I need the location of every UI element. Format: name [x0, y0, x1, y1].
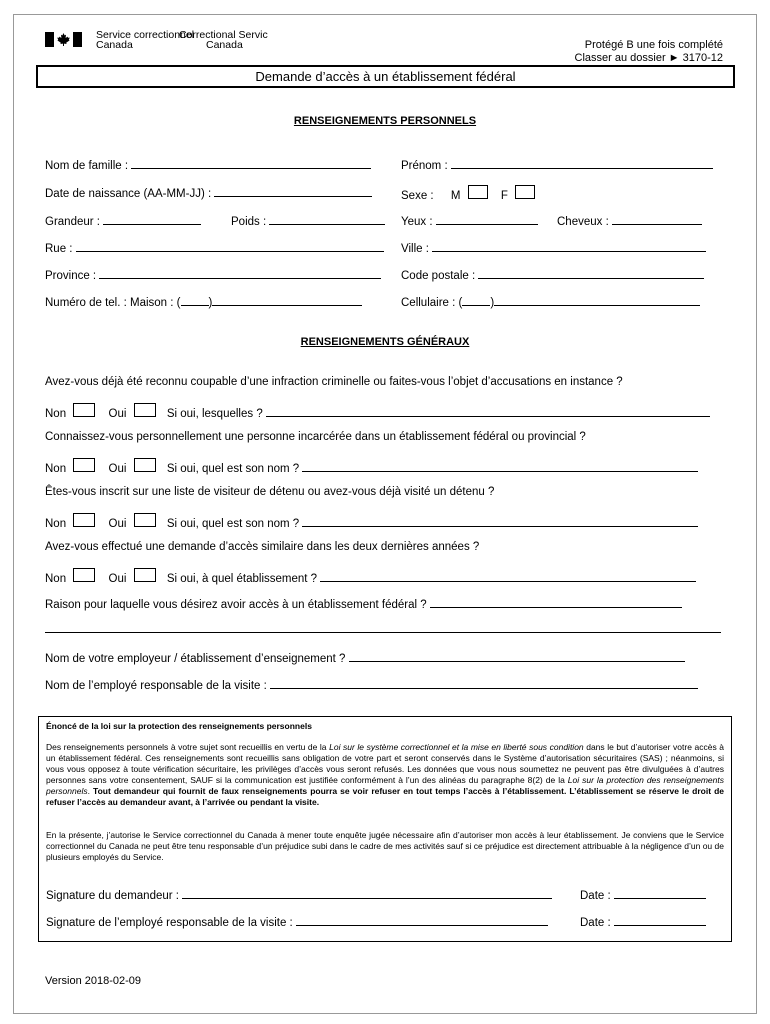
- eyes-field[interactable]: Yeux :: [401, 213, 538, 228]
- canada-flag-icon: [45, 32, 82, 47]
- sex-field: Sexe : M F: [401, 185, 535, 202]
- q3-no-checkbox[interactable]: [73, 513, 95, 527]
- home-phone-field[interactable]: Numéro de tel. : Maison : ( ): [45, 294, 362, 309]
- q3-yes-checkbox[interactable]: [134, 513, 156, 527]
- employee-date-field[interactable]: Date :: [580, 914, 706, 929]
- weight-field[interactable]: Poids :: [231, 213, 385, 228]
- question-4: Avez-vous effectué une demande d’accès similaire dans les deux dernières années ?: [45, 541, 480, 553]
- height-field[interactable]: Grandeur :: [45, 213, 201, 228]
- hair-field[interactable]: Cheveux :: [557, 213, 702, 228]
- q4-followup-input[interactable]: [320, 570, 696, 582]
- q1-yes-checkbox[interactable]: [134, 403, 156, 417]
- general-section-title: RENSEIGNEMENTS GÉNÉRAUX: [300, 336, 470, 348]
- surname-field[interactable]: Nom de famille :: [45, 157, 371, 172]
- dept-name-fr: Service correctionnel Canada: [96, 29, 195, 51]
- answer-row-2: Non Oui Si oui, quel est son nom ?: [45, 458, 698, 475]
- reason-second-line[interactable]: [45, 632, 721, 633]
- privacy-paragraph-2: En la présente, j’autorise le Service correctionnel du Canada à mener toute enquête jugée nécessaire afin d’autoriser mon accès à leur établissement. Je conviens que le Service correctionnel du Canada ne peut être tenu responsable d’un préjudice subi dans le cadre de mes activités sauf si ce préjudice est directement attribuable à la négligence d’un ou de plusieurs employés du Service.: [46, 830, 724, 862]
- first-name-field[interactable]: Prénom :: [401, 157, 713, 172]
- province-field[interactable]: Province :: [45, 267, 381, 282]
- reason-field[interactable]: Raison pour laquelle vous désirez avoir accès à un établissement fédéral ?: [45, 596, 682, 611]
- cell-phone-field[interactable]: Cellulaire : ( ): [401, 294, 700, 309]
- q1-followup-input[interactable]: [266, 405, 710, 417]
- privacy-title: Énoncé de la loi sur la protection des renseignements personnels: [46, 721, 312, 731]
- question-1: Avez-vous déjà été reconnu coupable d’une infraction criminelle ou faites-vous l’objet d’accusations en instance ?: [45, 376, 623, 388]
- q2-followup-input[interactable]: [302, 460, 698, 472]
- question-2: Connaissez-vous personnellement une personne incarcérée dans un établissement fédéral ou provincial ?: [45, 431, 586, 443]
- question-3: Êtes-vous inscrit sur une liste de visiteur de détenu ou avez-vous déjà visité un détenu ?: [45, 486, 495, 498]
- privacy-statement-box: [38, 716, 732, 942]
- version-label: Version 2018-02-09: [45, 975, 142, 987]
- answer-row-3: Non Oui Si oui, quel est son nom ?: [45, 513, 698, 530]
- answer-row-1: Non Oui Si oui, lesquelles ?: [45, 403, 710, 420]
- form-title: Demande d’accès à un établissement fédéral: [36, 65, 735, 88]
- street-field[interactable]: Rue :: [45, 240, 384, 255]
- q4-no-checkbox[interactable]: [73, 568, 95, 582]
- employer-field[interactable]: Nom de votre employeur / établissement d’enseignement ?: [45, 650, 685, 665]
- dob-field[interactable]: Date de naissance (AA-MM-JJ) :: [45, 185, 372, 200]
- sex-m-checkbox[interactable]: [468, 185, 488, 199]
- city-field[interactable]: Ville :: [401, 240, 706, 255]
- responsible-employee-field[interactable]: Nom de l’employé responsable de la visite :: [45, 677, 698, 692]
- q4-yes-checkbox[interactable]: [134, 568, 156, 582]
- postal-code-field[interactable]: Code postale :: [401, 267, 704, 282]
- q2-yes-checkbox[interactable]: [134, 458, 156, 472]
- applicant-date-field[interactable]: Date :: [580, 887, 706, 902]
- answer-row-4: Non Oui Si oui, à quel établissement ?: [45, 568, 696, 585]
- employee-signature-field[interactable]: Signature de l’employé responsable de la visite :: [46, 914, 548, 929]
- q2-no-checkbox[interactable]: [73, 458, 95, 472]
- personal-section-title: RENSEIGNEMENTS PERSONNELS: [293, 115, 477, 127]
- q3-followup-input[interactable]: [302, 515, 698, 527]
- sex-f-checkbox[interactable]: [515, 185, 535, 199]
- privacy-paragraph-1: Des renseignements personnels à votre sujet sont recueillis en vertu de la Loi sur le système correctionnel et la mise en liberté sous condition dans le but d’autoriser votre accès à un établissement fédéral. Ces renseignements sont recueillis sans obligation de votre part et seront conservés dans le Système d’autorisation sécuritaires (SAS) ; néanmoins, si vous vous opposez à toute vérification sécuritaire, les privilèges d’accès vous seront refusés. Les données que vous nous soumettez ne peuvent pas être divulguées à d’autres personnes sans votre consentement, SAUF si la communication est justifiée conformément à l’un des alinéas du paragraphe 8(2) de la Loi sur la protection des renseignements personnels. Tout demandeur qui fournit de faux renseignements pourra se voir refuser en tout temps l’accès à l’établissement. L’établissement se réserve le droit de refuser l’accès au demandeur avant, à l’arrivée ou pendant la visite.: [46, 742, 724, 807]
- q1-no-checkbox[interactable]: [73, 403, 95, 417]
- applicant-signature-field[interactable]: Signature du demandeur :: [46, 887, 552, 902]
- header-classification: Protégé B une fois complété Classer au dossier ► 3170-12: [574, 39, 723, 64]
